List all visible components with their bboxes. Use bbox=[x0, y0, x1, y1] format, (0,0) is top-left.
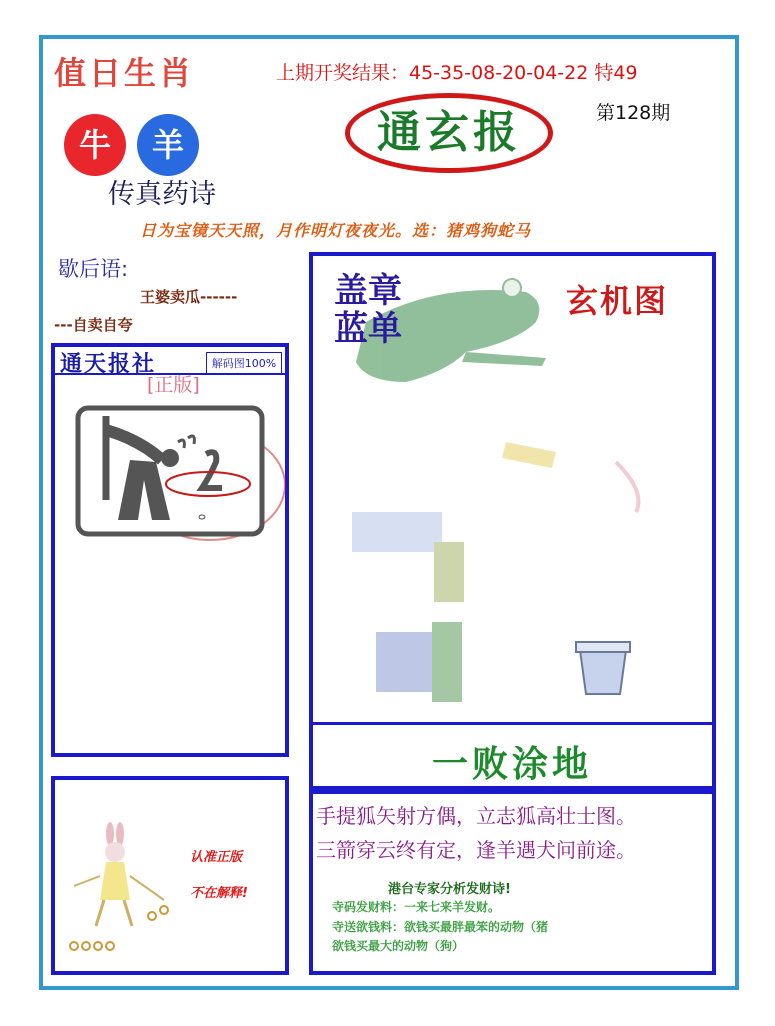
flower-pot-icon bbox=[576, 642, 630, 694]
expert-title: 港台专家分析发财诗! bbox=[388, 882, 511, 897]
logo-text: 通玄报 bbox=[377, 107, 521, 158]
rabbit-illustration bbox=[60, 820, 188, 960]
fax-poem-line: 日为宝镜天天照，月作明灯夜夜光。选：猪鸡狗蛇马 bbox=[140, 221, 532, 240]
verse-line-1: 手提狐矢射方偶，立志狐高壮士图。 bbox=[316, 804, 636, 828]
zodiac-of-day-title: 值日生肖 bbox=[54, 54, 195, 92]
issue-number: 第128期 bbox=[596, 102, 671, 124]
stamp-line-1: 盖章 bbox=[334, 271, 402, 311]
zodiac-circle-ox: 牛 bbox=[64, 114, 126, 176]
xuanji-title: 玄机图 bbox=[566, 282, 669, 320]
slogan: 一败涂地 bbox=[431, 743, 592, 785]
authentic-line-1: 认准正版 bbox=[190, 850, 243, 865]
xiehouyu-answer: ---自卖自夸 bbox=[54, 316, 133, 334]
authentic-tag: [正版] bbox=[147, 374, 200, 396]
verse-line-2: 三箭穿云终有定，逢羊遇犬问前途。 bbox=[316, 838, 636, 862]
xiehouyu-question: 王婆卖瓜------ bbox=[140, 288, 238, 306]
rabbit-icon bbox=[74, 822, 164, 926]
stamp-line-2: 蓝单 bbox=[334, 309, 402, 349]
tongtian-title: 通天报社 bbox=[60, 351, 157, 377]
xiehouyu-label: 歇后语: bbox=[58, 257, 129, 281]
stamp-label bbox=[334, 272, 402, 348]
decode-picture bbox=[60, 390, 288, 550]
authentic-line-2: 不在解释! bbox=[190, 886, 248, 901]
coins-decoration bbox=[70, 906, 168, 950]
decode-badge: 解码图100% bbox=[206, 352, 282, 374]
expert-tip-2: 寺送欲钱料：欲钱买最胖最笨的动物（猪 bbox=[332, 920, 549, 934]
last-draw-result: 上期开奖结果：45-35-08-20-04-22 特49 bbox=[276, 62, 638, 84]
zodiac-circle-goat: 羊 bbox=[137, 114, 199, 176]
xuanji-divider bbox=[313, 722, 712, 725]
fax-poem-title: 传真药诗 bbox=[108, 179, 216, 210]
expert-tip-1: 寺码发财料：一来七来羊发财。 bbox=[332, 900, 501, 914]
expert-tip-3: 欲钱买最大的动物（狗） bbox=[332, 939, 465, 953]
